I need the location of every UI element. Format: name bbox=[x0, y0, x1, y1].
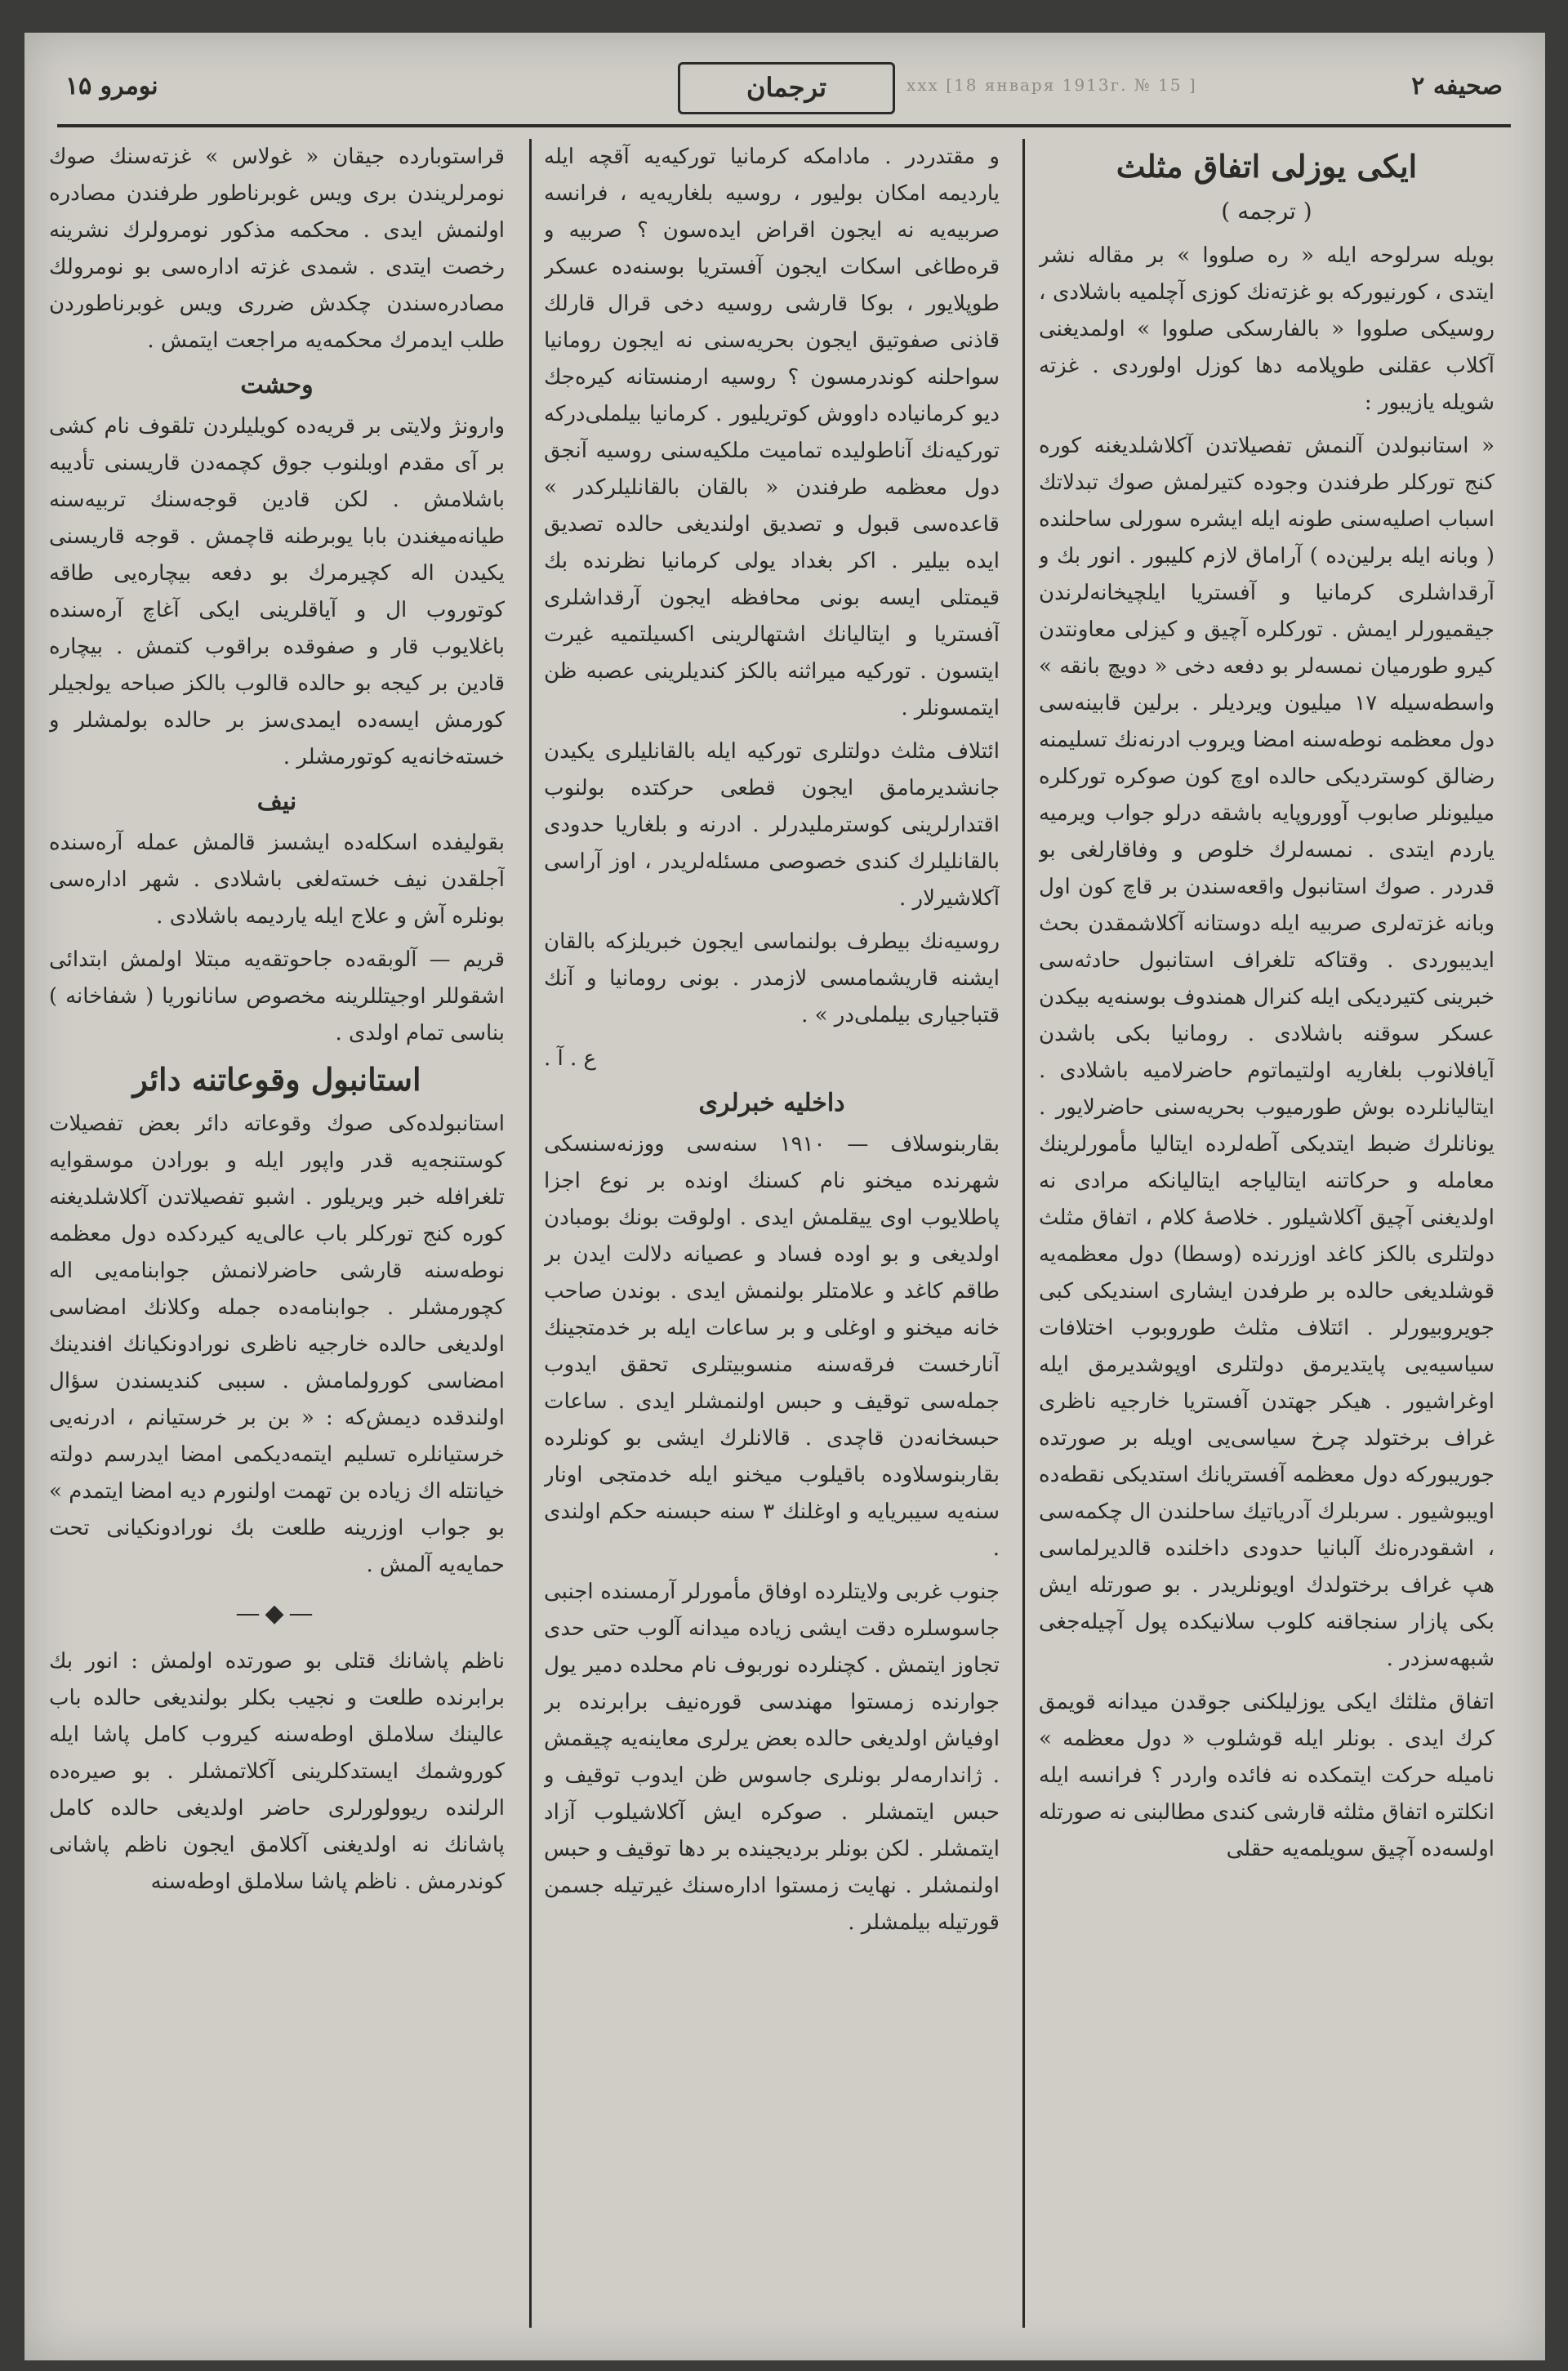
column-divider bbox=[529, 139, 532, 2328]
date-strip: ххх [18 января 1913г. № 15 ] bbox=[906, 75, 1197, 95]
section-title: وحشت bbox=[240, 371, 314, 399]
paragraph: بقاربنوسلاف — ۱۹۱۰ سنه‌سی ووزنه‌سنسکی شهرنده میخنو نام کسنك اونده بر نوع اجزا پاطلایوب اوی ییقلمش ایدی . اولوقت بونك بومبادن اولدیغی و بو اوده فساد و عصیانه دلالت ایدن بر طاقم کاغد و علامتلر بولنمش ایدی . بوندن صاحب خانه میخنو و اوغلی و بر ساعات ایله بر خدمتجینك آنارخست فرقه‌سنه منسوبیتلری تحقق ایدوب جمله‌سی توقیف و حبس اولنمشلر ایدی . ساعات حبسخانه‌دن قاچدی . قالانلرك ایشی بو کونلرده بقاربنوسلاوده باقیلوب میخنو ایله خدمتجی اونار سنه‌یه سیبریایه و اوغلنك ۳ سنه حبسنه حکم اولندی . bbox=[544, 1132, 1000, 1561]
paragraph: روسیه‌نك بیطرف بولنماسی ایجون خبریلزکه بالقان ایشنه قاریشمامسی لازمدر . بونی رومانیا و آنك قتباجیاری بیلملی‌در » . bbox=[544, 929, 1000, 1027]
article-title: ایکی یوزلی اتفاق مثلث bbox=[1116, 148, 1418, 185]
section-title: داخلیه خبرلری bbox=[698, 1089, 845, 1117]
paragraph: بقولیفده اسکله‌ده ایشسز قالمش عمله آره‌سنده آجلقدن نیف خسته‌لغی باشلادی . شهر اداره‌سی بونلره آش و علاج ایله یاردیمه باشلادی . bbox=[49, 831, 505, 929]
article-title: استانبول وقوعاتنه دائر bbox=[132, 1061, 421, 1098]
column-right bbox=[1039, 139, 1494, 2328]
paragraph: و مقتدردر . مادامکه کرمانیا تورکیه‌یه آقچه ایله یاردیمه امکان بولیور ، روسیه بلغاریه‌یه ، فرانسه صربیه‌یه نه ایجون اقراض ایده‌سون ؟ صربیه و قره‌طاغی اسکات ایجون آفستریا بوسنه‌ده عسکر طوپلایور ، بوکا قارشی روسیه دخی قرال قارلك قاذنی صفوتیق ایجون بحریه‌سنی نه ایجون رومانیا سواحلنه کوندرمسون ؟ روسیه ارمنستانه کیره‌جك دیو کرمانیاده داووش کوتریلیور . کرمانیا بیلملی‌درکه تورکیه‌نك آناطولیده تمامیت ملکیه‌سنی روسیه آنجق دول معظمه طرفندن « بالقان بالقانلیلرکدر » قاعده‌سی قبول و تصدیق اولندیغی حالده تصدیق ایده بیلیر . اکر بغداد یولی کرمانیا نظرنده بك قیمتلی ایسه بونی محافظه ایجون آرقداشلری آفستریا و ایتالیانك اشتهالرینی اکسیلتمیه غیرت ایتسون . تورکیه میراثنه بالکز کندیلرینی عصبه ظن ایتمسونلر . bbox=[544, 145, 1000, 720]
paragraph: ناظم پاشانك قتلی بو صورتده اولمش : انور بك برابرنده طلعت و نجیب بکلر بولندیغی حالده باب عالینك سلاملق اوطه‌سنه کیروب کامل پاشا ایله کوروشمك ایستدکلرینی آکلاتمشلر . بو صیره‌ده الرلنده ریوولورلری حاضر اولدیغی حالده کامل پاشانك نه اولدیغنی آکلامق ایجون ناظم پاشانی کوندرمش . ناظم پاشا سلاملق اوطه‌سنه bbox=[49, 1649, 505, 1894]
author-signature: ع . آ . bbox=[544, 1046, 597, 1071]
page-header bbox=[57, 57, 1511, 123]
paragraph: استانبولده‌کی صوك وقوعاته دائر بعض تفصیلات کوستنجه‌یه قدر واپور ایله و بورادن موسقوایه تلغرافله خبر ویریلور . اشبو تفصیلاتدن آکلاشلدیغنه کوره کنج تورکلر باب عالی‌یه کیردکده دول معظمه نوطه‌سنه قارشی حاضرلانمش جوابنامه‌یی اله کچورمشلر . جوابنامه‌ده جمله وکلانك امضاسی اولدیغی حالده خارجیه ناظری نورادونکیانك افندینك امضاسی کورولمامش . سببی کندیسندن سؤال اولندقده دیمش‌که : « بن بر خرستیانم ، ادرنه‌یی خرستیانلره تسلیم ایتمه‌دیکمی امضا ایدرسم دولته خیانتله اك زیاده بن تهمت اولنورم دیه امضا ایتمدم » بو جواب اوزرینه طلعت بك نورادونکیانی تحت حمایه‌یه آلمش . bbox=[49, 1112, 505, 1577]
section-title: نیف bbox=[256, 787, 297, 816]
issue-number: نومرو ۱۵ bbox=[65, 72, 158, 100]
masthead: ترجمان bbox=[678, 62, 895, 114]
paragraph: « استانبولدن آلنمش تفصیلاتدن آکلاشلدیغنه کوره کنج تورکلر طرفندن وجوده کتیرلمش صوك تبدلاتك اسباب اصلیه‌سنی طونه ایله ایشره سورلی ساحلنده ( وبانه ایله برلین‌ده ) آراماق لازم کلیبور . انور بك و آرقداشلری کرمانیا و آفستریا ایلچیخانه‌لرندن جیقمیورلر ایمش . تورکلره آچیق و کیزلی معاونتدن کیرو طورمیان نمسه‌لر بو دفعه دخی « دویچ بانقه » واسطه‌سیله ۱۷ میلیون ویردیلر . برلین قابینه‌سی دول معظمه نوطه‌سنه امضا ویروب ادرنه‌نك تسلیمنه رضالق کوستردیکی حالده اوچ کون صوکره تورکلره میلیونلر صابوب آووروپایه باشقه درلو جواب ویرمیه یاردم ایتدی . نمسه‌لرك خلوص و وفاقارلغی بو قدردر . صوك استانبول واقعه‌سندن بر قاچ کون اول وبانه غزته‌لری صربیه ایله دوستانه آکلاشمقدن بحث ایدیبوردی . وقتاکه تلغراف استانبول حادثه‌سی خبرینی کتیردیکی ایله کنرال همندوف بوسنه‌یه بیکدن عسکر سوقنه باشلادی . رومانیا بکی باشدن آیافلانوب بلغاریه اولتیماتوم حاضرلامیه باشلادی . ایتالیانلرده بوش طورمیوب بحریه‌سنی حاضرلایور . یونانلرك ضبط ایتدیکی آطه‌لرده ایتالیا مأمورلرینك معامله و حرکاتنه ایتالیاجه ایتالیانکه مرادی نه اولدیغنی آچیق آکلاشیلور . خلاصهٔ کلام ، اتفاق مثلث دولتلری بالکز کاغد اوزرنده (وسطا) دول معظمه‌یه قوشلدیغی حالده بر طرفدن ایشاری اسندیکی کبی جویروبیورلر . ائتلاف مثلث طوروبوب اختلافات سیاسیه‌یی پایتدیرمق دولتلری اوپوشدیرمق ایله اوغراشیور . هیکر جهتدن آفستریا خارجیه ناظری غراف برختولد چرخ سیاسی‌یی اویله بر صورتده جوریبورکه دول معظمه آفستریانك استدیکی نقطه‌ده اویبوشیور . سربلرك آدریاتیك ساحلندن ال چکمه‌سی ، اشقودره‌نك آلبانیا حدودی داخلنده قالدیرلماسی هپ غراف برختولدك اویونلریدر . بو صورتله ایش بکی پازار سنجاقنه کلوب سلانیکده پول آچیله‌جغی شبهه‌سزدر . bbox=[1039, 434, 1494, 1671]
column-left bbox=[49, 139, 505, 2328]
column-divider bbox=[1022, 139, 1025, 2328]
newspaper-page bbox=[24, 33, 1545, 2360]
ornamental-divider: —◆— bbox=[235, 1599, 318, 1628]
paragraph: قریم — آلوبقه‌ده جاحوتقه‌یه مبتلا اولمش ابتدائی اشقوللر اوجیتللرینه مخصوص سانانوریا ( شفاخانه ) بناسی تمام اولدی . bbox=[49, 947, 505, 1045]
header-rule bbox=[57, 124, 1511, 127]
article-subtitle: ( ترجمه ) bbox=[1221, 198, 1312, 225]
page-number: صحیفه ۲ bbox=[1411, 72, 1503, 100]
paragraph: وارونژ ولایتی بر قریه‌ده کویلیلردن تلقوف نام کشی بر آی مقدم اوبلنوب جوق کچمه‌دن قاریسنی تأدیبه باشلامش . لکن قادین قوجه‌سنك تربیه‌سنه طیانه‌میغندن بابا یوبرطنه قاچمش . قوجه قاریسنی یکیدن اله کچیرمرك بو دفعه بیچاره‌یی طاقه کوتوروب ال و آیاقلرینی ایکی آغاچ آره‌سنده باغلایوب قار و صفوقده براقوب کتمش . بیچاره قادین بر کیجه بو حالده قالوب بالکز صباحه یولجیلر کورمش ایسه‌ده ایمدی‌سز بر حالده بولمشلر و خسته‌خانه‌یه کوتورمشلر . bbox=[49, 414, 505, 769]
paragraph: اتفاق مثلثك ایکی یوزلیلکنی جوقدن میدانه قویمق کرك ایدی . بونلر ایله قوشلوب « دول معظمه » نامیله حرکت ایتمکده نه فائده واردر ؟ فرانسه ایله انکلتره اتفاق مثلثه قارشی کندی مطالبنی نه صورتله اولسه‌ده آچیق سویلمه‌یه حقلی bbox=[1039, 1690, 1494, 1861]
paragraph: بویله سرلوحه ایله « ره صلووا » بر مقاله نشر ایتدی ، کورنیورکه بو غزته‌نك کوزی آچلمیه باشلادی ، روسیکی صلووا « بالفارسکی صلووا » اولمدیغنی آکلاب عقلنی طوپلامه دها کوزل اولوردی . غزته شویله یازیبور : bbox=[1039, 243, 1494, 415]
paragraph: قراستوبارده جیقان « غولاس » غزته‌سنك صوك نومرلریندن بری ویس غوبرناطور طرفندن مصادره اولنمش ایدی . محکمه مذکور نومرولرك نشرینه رخصت ایتدی . شمدی غزته اداره‌سی بو نومرولك مصادره‌سندن چکدش ضرری ویس غوبرناطوردن طلب ایدمرك محکمه‌یه مراجعت ایتمش . bbox=[49, 145, 505, 353]
paragraph: جنوب غربی ولایتلرده اوفاق مأمورلر آرمسنده اجنبی جاسوسلره دقت ایشی زیاده میدانه آلوب حتی حدی تجاوز ایتمش . کچنلرده نوربوف نام محلده دمیر یول جوارنده زمستوا مهندسی قوره‌نیف برابرنده بر اوفیاش اولدیغی حالده بعض یرلری معاینه‌یه چیقمش . ژاندارمه‌لر بونلری جاسوس ظن ایدوب توقیف و حبس ایتمشلر . صوکره ایش آکلاشیلوب آزاد ایتمشلر . لکن بونلر بردیجینده بر دها توقیف و حبس اولنمشلر . نهایت زمستوا اداره‌سنك غیرتیله جسمن قورتیله بیلمشلر . bbox=[544, 1580, 1000, 1935]
paragraph: ائتلاف مثلث دولتلری تورکیه ایله بالقانلیلری یکیدن جانشدیرمامق ایجون قطعی حرکتده بولنوب اقتدارلرینی کوسترملیدرلر . ادرنه و بلغاریا حدودی بالقانلیلرك کندی خصوصی مسئله‌لریدر ، اوز آراسی آکلاشیرلار . bbox=[544, 739, 1000, 911]
column-middle bbox=[544, 139, 1000, 2328]
